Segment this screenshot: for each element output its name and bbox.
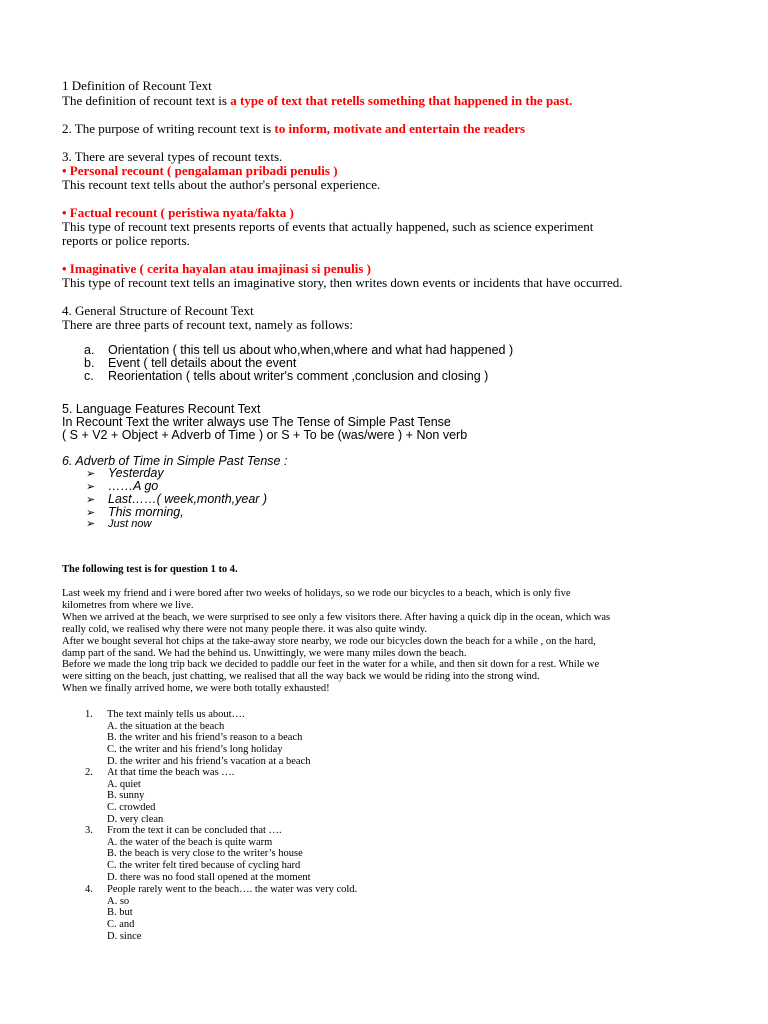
answer-option: B. sunny — [107, 790, 145, 802]
passage-line: When we arrived at the beach, we were surprised to see only a few visitors there. After having a quick dip in the ocean, which was — [62, 612, 611, 623]
section1-heading: 1 Definition of Recount Text — [62, 78, 212, 93]
section2-lead: 2. The purpose of writing recount text is — [62, 121, 275, 136]
structure-item-reorientation — [84, 370, 488, 383]
question-number: 3. — [85, 825, 93, 836]
answer-option: D. there was no food stall opened at the moment — [107, 871, 311, 883]
question-text: People rarely went to the beach…. the water was very cold. — [107, 884, 358, 895]
section5-line1: In Recount Text the writer always use The Tense of Simple Past Tense — [62, 415, 451, 429]
answer-option: D. very clean — [107, 813, 164, 825]
question-3 — [85, 825, 311, 884]
passage-line: really cold, we realised why there were not many people there. it was also quite windy. — [62, 624, 427, 635]
type-personal-desc: This recount text tells about the author's personal experience. — [62, 177, 381, 192]
type-factual-desc-line2: reports or police reports. — [62, 233, 190, 248]
answer-option: B. but — [107, 907, 133, 919]
section1-definition — [62, 94, 572, 108]
type-factual-title: • Factual recount ( peristiwa nyata/fakta ) — [62, 205, 294, 220]
question-text: The text mainly tells us about…. — [107, 709, 245, 720]
section5-heading: 5. Language Features Recount Text — [62, 402, 261, 416]
question-text: From the text it can be concluded that …. — [107, 825, 282, 836]
passage-line: Last week my friend and i were bored after two weeks of holidays, so we rode our bicycles to a beach, which is only five — [62, 588, 571, 599]
arrow-bullet-icon: ➢ — [86, 494, 96, 506]
section5-line2: ( S + V2 + Object + Adverb of Time ) or S + To be (was/were ) + Non verb — [62, 428, 468, 442]
type-personal-title: • Personal recount ( pengalaman pribadi penulis ) — [62, 163, 338, 178]
passage-line: damp part of the sand. We had the behind us. Unwittingly, we were many miles down the beach. — [62, 648, 467, 659]
section1-lead: The definition of recount text is — [62, 93, 231, 108]
answer-option: C. the writer and his friend’s long holiday — [107, 744, 283, 756]
adverb-item-last: ➢ Last……( week,month,year ) — [86, 492, 268, 506]
section2-purpose — [62, 122, 525, 136]
passage-line: When we finally arrived home, we were both totally exhausted! — [62, 683, 330, 694]
question-number: 2. — [85, 767, 93, 778]
question-number: 1. — [85, 709, 93, 720]
answer-option: A. the situation at the beach — [107, 720, 225, 732]
adverb-item-yesterday: ➢ Yesterday — [86, 466, 164, 480]
section4-heading: 4. General Structure of Recount Text — [62, 303, 254, 318]
list-item-text: Event ( tell details about the event — [108, 356, 297, 370]
section6-heading: 6. Adverb of Time in Simple Past Tense : — [62, 454, 288, 468]
question-1 — [85, 709, 311, 768]
list-marker: a. — [84, 343, 95, 357]
arrow-bullet-icon: ➢ — [86, 518, 96, 530]
answer-option: A. the water of the beach is quite warm — [107, 836, 273, 848]
section3-heading: 3. There are several types of recount texts. — [62, 149, 283, 164]
section2-highlight: to inform, motivate and entertain the readers — [274, 121, 526, 136]
answer-option: C. crowded — [107, 802, 156, 814]
question-text: At that time the beach was …. — [107, 767, 235, 778]
answer-option: B. the writer and his friend’s reason to a beach — [107, 732, 303, 744]
passage-line: Before we made the long trip back we decided to paddle our feet in the water for a while, and then sit down for a rest. While we — [62, 659, 600, 670]
question-2 — [85, 767, 234, 826]
answer-option: A. quiet — [107, 778, 141, 790]
arrow-bullet-icon: ➢ — [86, 481, 96, 493]
passage-line: kilometres from where we live. — [62, 600, 194, 611]
list-marker: c. — [84, 369, 94, 383]
arrow-bullet-icon: ➢ — [86, 468, 96, 480]
type-imaginative-desc: This type of recount text tells an imaginative story, then writes down events or incidents that have occurred. — [62, 275, 623, 290]
answer-option: A. so — [107, 895, 130, 907]
answer-option: C. the writer felt tired because of cycling hard — [107, 860, 301, 872]
adverb-item-ago: ➢ ……A go — [86, 479, 159, 493]
answer-option: C. and — [107, 919, 135, 931]
answer-option: B. the beach is very close to the writer’s house — [107, 848, 303, 860]
list-item-text: Reorientation ( tells about writer's comment ,conclusion and closing ) — [108, 369, 489, 383]
adverb-item-just-now: ➢ Just now — [86, 518, 152, 530]
section1-highlight: a type of text that retells something that happened in the past. — [230, 93, 573, 108]
adverb-item-this-morning: ➢ This morning, — [86, 505, 184, 519]
passage-line: were sitting on the beach, just chatting, we realised that all the way back we would be riding into the strong wind. — [62, 671, 540, 682]
answer-option: D. the writer and his friend’s vacation at a beach — [107, 755, 311, 767]
question-number: 4. — [85, 884, 93, 895]
answer-option: D. since — [107, 930, 142, 942]
passage-line: After we bought several hot chips at the take-away store nearby, we rode our bicycles down the beach for a while , on the hard, — [62, 636, 596, 647]
section4-lead: There are three parts of recount text, namely as follows: — [62, 317, 353, 332]
arrow-bullet-icon: ➢ — [86, 507, 96, 519]
passage-intro: The following test is for question 1 to 4. — [62, 564, 238, 575]
question-4 — [85, 884, 357, 943]
list-marker: b. — [84, 356, 95, 370]
list-item-text: Orientation ( this tell us about who,when,where and what had happened ) — [108, 343, 514, 357]
type-factual-desc-line1: This type of recount text presents reports of events that actually happened, such as science experiment — [62, 219, 594, 234]
type-imaginative-title: • Imaginative ( cerita hayalan atau imajinasi si penulis ) — [62, 261, 371, 276]
